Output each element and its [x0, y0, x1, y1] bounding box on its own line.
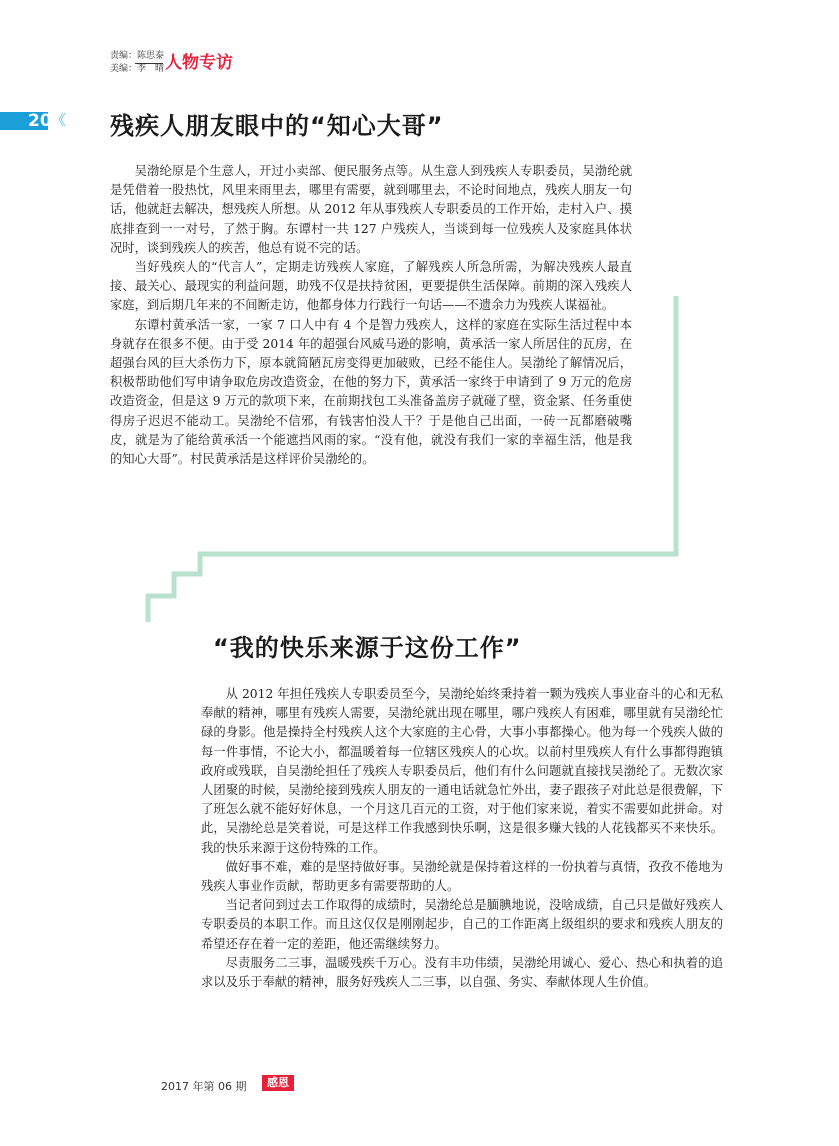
- art-editor-line: 美编：李 晴: [110, 64, 165, 74]
- paragraph: 当好残疾人的“代言人”，定期走访残疾人家庭，了解残疾人所急所需，为解决残疾人最直接、最关心、最现实的利益问题，助残不仅是扶持贫困，更要提供生活保障。前期的深入残疾人家庭，到后期几年来的不间断走访，他都身体力行践行一句话——不遗余力为残疾人谋福祉。: [110, 260, 632, 313]
- section-label: 人物专访: [165, 50, 233, 76]
- editor-line: 责编：陈思泰: [110, 51, 165, 61]
- page-number: 20: [28, 111, 52, 131]
- paragraph: 从 2012 年担任残疾人专职委员至今，吴渤纶始终秉持着一颗为残疾人事业奋斗的心和无私奉献的精神，哪里有残疾人需要，吴渤纶就出现在哪里，哪户残疾人有困难，哪里就有吴渤纶忙碌的身影。他是操持全村残疾人这个大家庭的主心骨，大事小事都操心。他为每一个残疾人做的每一件事情，不论大小，都温暖着每一位辖区残疾人的心坎。以前村里残疾人有什么事都得跑镇政府或残联，自吴渤纶担任了残疾人专职委员后，他们有什么问题就直接找吴渤纶了。无数次家人团聚的时候，吴渤纶接到残疾人朋友的一通电话就急忙外出，妻子跟孩子对此总是很费解，下了班怎么就不能好好休息，一个月这几百元的工资，对于他们家来说，着实不需要如此拼命。对此，吴渤纶总是笑着说，可是这样工作我感到快乐啊，这是很多赚大钱的人花钱都买不来快乐。我的快乐来源于这份特殊的工作。: [201, 687, 723, 855]
- page-chevron: 《: [51, 111, 67, 129]
- magazine-logo: 感恩: [262, 1075, 294, 1091]
- section-title: “我的快乐来源于这份工作”: [213, 634, 522, 662]
- paragraph: 尽责服务二三事，温暖残疾千万心。没有丰功伟绩，吴渤纶用诚心、爱心、热心和执着的追求以及乐于奉献的精神，服务好残疾人二三事，以自强、务实、奉献体现人生价值。: [201, 955, 723, 990]
- paragraph: 东谭村黄承活一家，一家 7 口人中有 4 个是智力残疾人，这样的家庭在实际生活过程中本身就存在很多不便。由于受 2014 年的超强台风威马逊的影响，黄承活一家人所居住的瓦房，在超强台风的巨大杀伤力下，原本就简陋瓦房变得更加破败，已经不能住人。吴渤纶了解情况后，积极帮助他们写申请争取危房改造资金，在他的努力下，黄承活一家终于申请到了 9 万元的危房改造资金，但是这 9 万元的款项下来，在前期找包工头准备盖房子就碰了壁，资金紧、任务重使得房子迟迟不能动工。吴渤纶不信邪，有钱害怕没人干？于是他自己出面，一砖一瓦都磨破嘴皮，就是为了能给黄承活一个能遮挡风雨的家。“没有他，就没有我们一家的幸福生活，他是我的知心大哥”。村民黄承活是这样评价吴渤纶的。: [110, 317, 632, 467]
- paragraph: 当记者问到过去工作取得的成绩时，吴渤纶总是腼腆地说，没啥成绩，自己只是做好残疾人专职委员的本职工作。而且这仅仅是刚刚起步，自己的工作距离上级组织的要求和残疾人朋友的希望还存在着一定的差距，他还需继续努力。: [201, 898, 723, 951]
- issue-label: 2017 年第 06 期: [161, 1080, 247, 1093]
- article-title: 残疾人朋友眼中的“知心大哥”: [110, 112, 444, 140]
- article-body: [110, 162, 632, 469]
- section-body: [201, 685, 723, 992]
- paragraph: 吴渤纶原是个生意人，开过小卖部、便民服务点等。从生意人到残疾人专职委员，吴渤纶就是凭借着一股热忱，风里来雨里去，哪里有需要，就到哪里去，不论时间地点，残疾人朋友一句话，他就赶去解决，想残疾人所想。从 2012 年从事残疾人专职委员的工作开始，走村入户、摸底排查到一一对号，了然于胸。东谭村一共 127 户残疾人，当谈到每一位残疾人及家庭具体状况时，谈到残疾人的疾苦，他总有说不完的话。: [110, 164, 632, 255]
- paragraph: 做好事不难，难的是坚持做好事。吴渤纶就是保持着这样的一份执着与真情，孜孜不倦地为残疾人事业作贡献，帮助更多有需要帮助的人。: [201, 859, 723, 894]
